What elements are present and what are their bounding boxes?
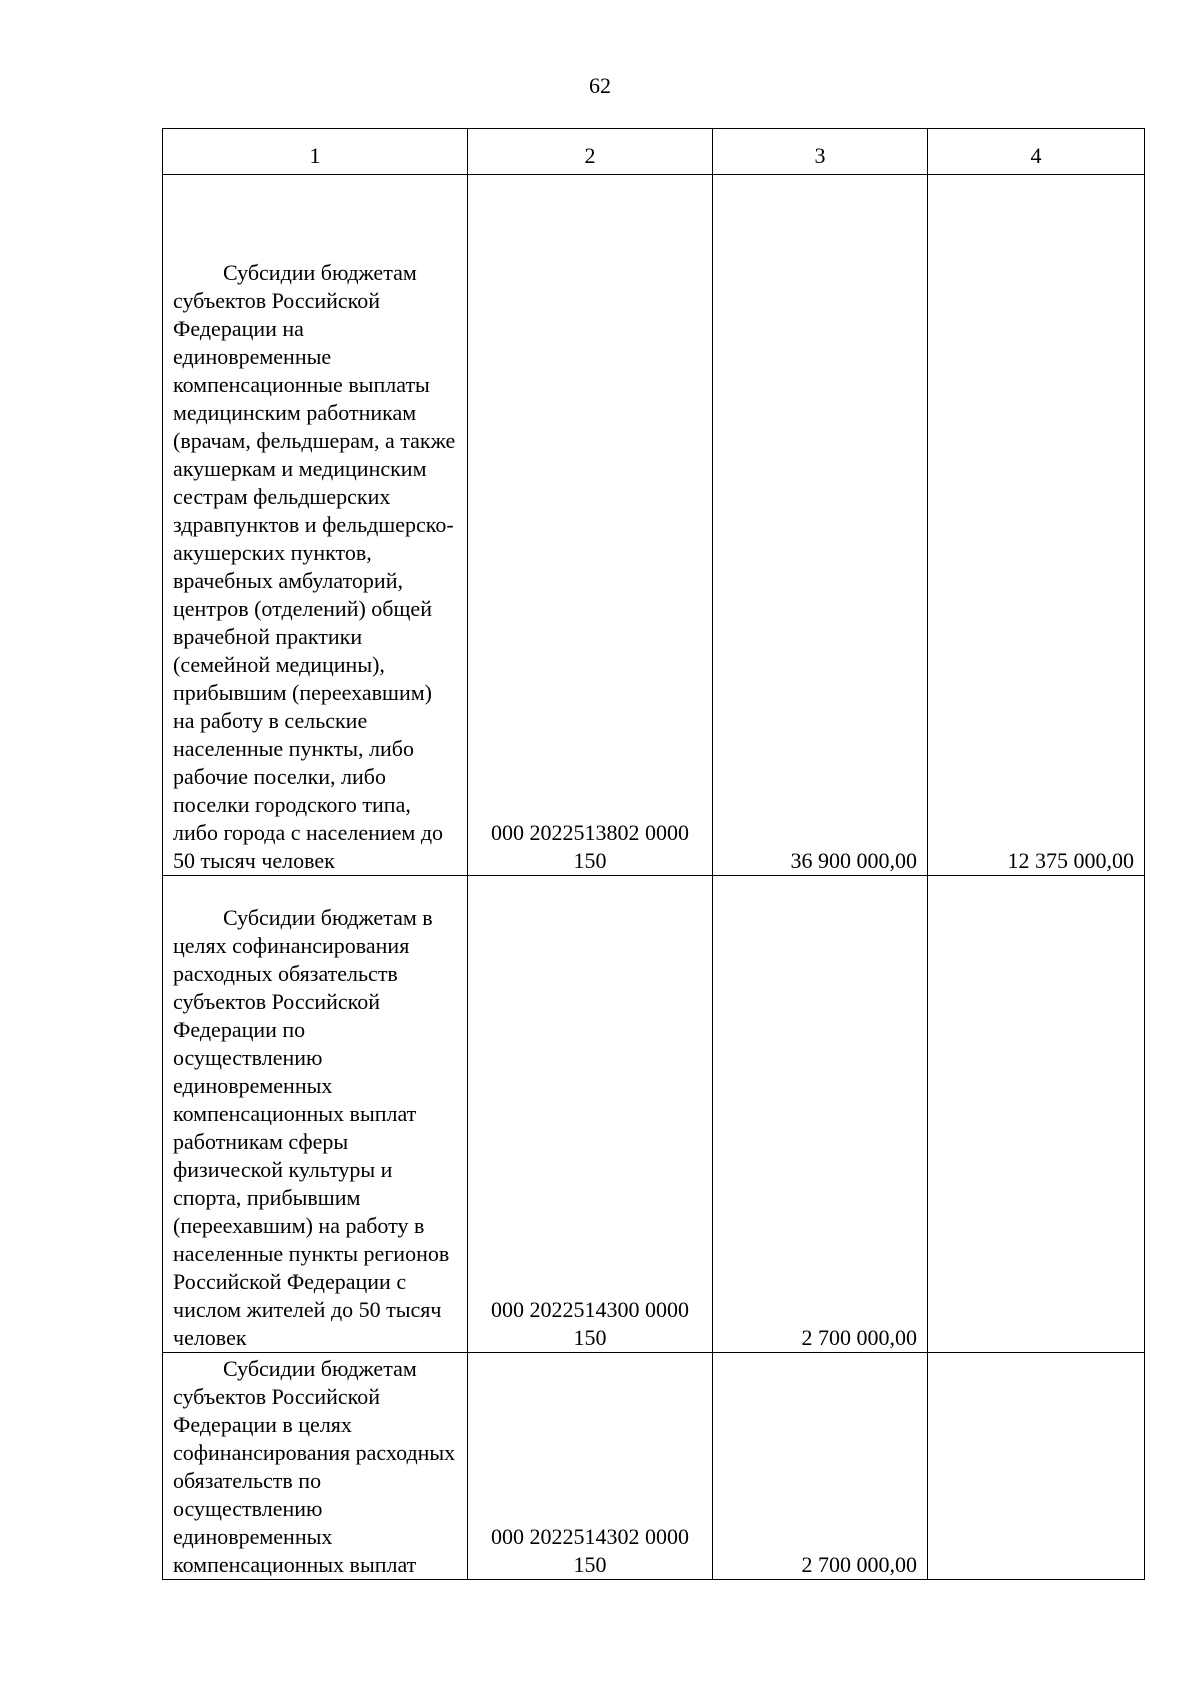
row-code: 000 2022514300 0000 150 [468, 876, 713, 1353]
column-header: 2 [468, 129, 713, 175]
row-code: 000 2022514302 0000 150 [468, 1353, 713, 1580]
column-header: 4 [928, 129, 1145, 175]
row-description-text: Субсидии бюджетам субъектов Российской Федерации в целях софинансирования расходных обязательств по осуществлению единовременных компенсационных выплат [173, 1356, 456, 1577]
page-number: 62 [589, 73, 611, 98]
row-description [163, 1353, 468, 1580]
row-description [163, 175, 468, 876]
table-row [163, 876, 1145, 1353]
row-description-text: Субсидии бюджетам субъектов Российской Федерации на единовременные компенсационные выплаты медицинским работникам (врачам, фельдшерам, а также акушеркам и медицинским сестрам фельдшерских здравпунктов и фельдшерско-акушерских пунктов, врачебных амбулаторий, центров (отделений) общей врачебной практики (семейной медицины), прибывшим (переехавшим) на работу в сельские населенные пункты, либо рабочие поселки, либо поселки городского типа, либо города с населением до 50 тысяч человек [173, 260, 456, 873]
row-value-col4 [928, 1353, 1145, 1580]
row-code: 000 2022513802 0000 150 [468, 175, 713, 876]
column-header: 3 [713, 129, 928, 175]
row-description-text: Субсидии бюджетам в целях софинансирования расходных обязательств субъектов Российской Федерации по осуществлению единовременных компенсационных выплат работникам сферы физической культуры и спорта, прибывшим (переехавшим) на работу в населенные пункты регионов Российской Федерации с числом жителей до 50 тысяч человек [173, 905, 450, 1350]
row-value-col4 [928, 876, 1145, 1353]
row-description [163, 876, 468, 1353]
column-header: 1 [163, 129, 468, 175]
table-row [163, 1353, 1145, 1580]
row-value-col3: 36 900 000,00 [713, 175, 928, 876]
table-row [163, 175, 1145, 876]
row-value-col3: 2 700 000,00 [713, 1353, 928, 1580]
table-header-row [163, 129, 1145, 175]
row-value-col4: 12 375 000,00 [928, 175, 1145, 876]
budget-table [162, 128, 1145, 1580]
row-value-col3: 2 700 000,00 [713, 876, 928, 1353]
